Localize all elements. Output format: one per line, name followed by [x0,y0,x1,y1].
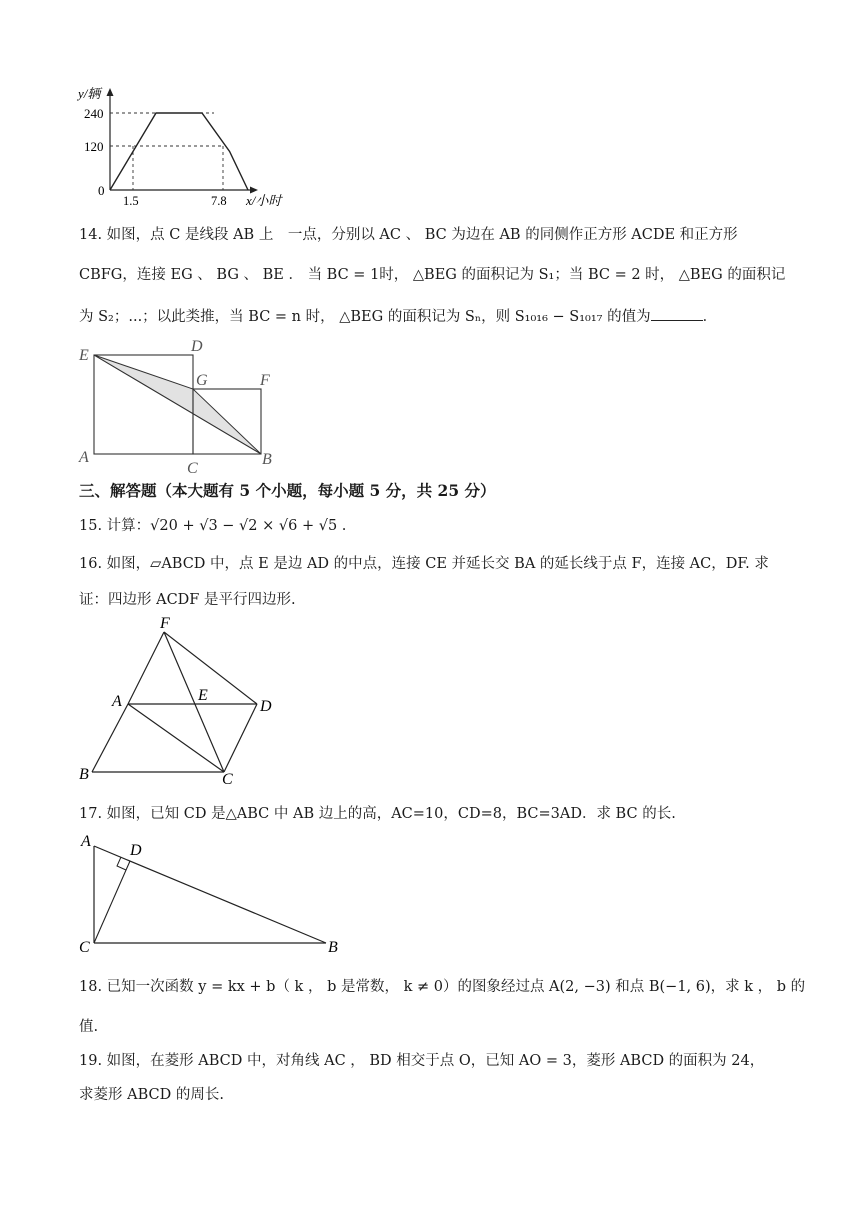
label-A: A [81,833,91,850]
label-D: D [130,842,142,859]
x-tick-7-8: 7.8 [211,194,227,208]
q19-line-1: 19. 如图，在菱形 ABCD 中，对角线 AC ， BD 相交于点 O，已知 AO = 3，菱形 ABCD 的面积为 24， [79,1053,765,1069]
q16-line-1: 16. 如图，▱ABCD 中，点 E 是边 AD 的中点，连接 CE 并延长交 BA 的延长线于点 F，连接 AC，DF. 求 [79,556,769,572]
answer-blank [651,310,703,321]
right-triangle-figure [74,826,354,958]
q18-line-1: 18. 已知一次函数 y = kx + b（ k ， b 是常数， k ≠ 0）的图象经过点 A(2, −3) 和点 B(−1, 6)，求 k ， b 的 [79,979,806,995]
q17-text: 17. 如图，已知 CD 是△ABC 中 AB 边上的高，AC=10，CD=8，BC=3AD．求 BC 的长. [79,806,676,822]
section-3-heading: 三、解答题（本大题有 5 个小题，每小题 5 分，共 25 分） [79,481,496,500]
q15-text: 15. 计算：√20 + √3 − √2 × √6 + √5 . [79,518,347,534]
q18-line-2: 值. [79,1019,99,1035]
label-D: D [191,340,203,355]
label-B: B [79,766,89,783]
x-tick-1-5: 1.5 [123,194,139,208]
label-G: G [196,372,208,389]
y-tick-240: 240 [84,106,104,121]
label-C: C [187,460,198,477]
origin-label: 0 [98,183,105,198]
label-A: A [112,693,122,710]
label-C: C [222,771,233,787]
y-axis-label: y/辆 [78,86,101,101]
label-B: B [262,451,272,468]
y-tick-120: 120 [84,139,104,154]
label-C: C [79,939,90,956]
label-D: D [260,698,272,715]
label-E: E [79,347,89,364]
q19-line-2: 求菱形 ABCD 的周长. [79,1087,224,1103]
travel-graph [76,82,306,210]
label-F: F [160,615,170,632]
q14-line-3-text: 为 S₂；...；以此类推，当 BC = n 时， △BEG 的面积记为 Sₙ，则 S₁₀₁₆ − S₁₀₁₇ 的值为 [79,309,651,325]
q16-line-2: 证：四边形 ACDF 是平行四边形. [79,592,296,608]
label-E: E [198,687,208,704]
label-F: F [260,372,270,389]
squares-figure [74,340,294,478]
parallelogram-figure [74,612,294,787]
q14-line-3 [79,305,717,326]
q14-line-3-end: ． [702,309,718,325]
q14-line-2: CBFG，连接 EG 、 BG 、 BE ． 当 BC = 1时， △BEG 的面积记为 S₁；当 BC = 2 时， △BEG 的面积记 [79,267,786,283]
label-B: B [328,939,338,956]
x-axis-label: x/小时 [246,193,282,208]
q14-line-1: 14. 如图，点 C 是线段 AB 上 一点，分别以 AC 、 BC 为边在 AB 的同侧作正方形 ACDE 和正方形 [79,227,738,243]
label-A: A [79,449,89,466]
graph-series-line [110,113,248,190]
